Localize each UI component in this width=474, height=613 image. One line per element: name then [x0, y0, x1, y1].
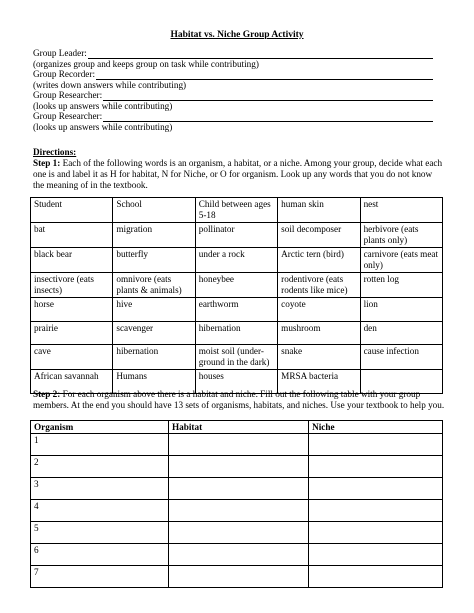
table-cell[interactable]: honeybee — [195, 273, 277, 298]
table-cell[interactable]: migration — [113, 223, 195, 248]
role-line-researcher-2[interactable] — [33, 111, 433, 122]
fill-in-line[interactable] — [88, 50, 433, 59]
organism-cell[interactable]: 2 — [31, 456, 169, 478]
role-note: (looks up answers while contributing) — [33, 121, 173, 132]
table-cell[interactable]: herbivore (eats plants only) — [360, 223, 442, 248]
role-line-leader[interactable] — [33, 48, 433, 59]
table-cell[interactable]: rodentivore (eats rodents like mice) — [278, 273, 360, 298]
table-cell[interactable]: hibernation — [195, 321, 277, 345]
table-cell[interactable]: lion — [360, 298, 442, 322]
answer-row — [31, 456, 443, 478]
table-cell[interactable]: scavenger — [113, 321, 195, 345]
table-cell[interactable]: cause infection — [360, 345, 442, 370]
table-cell[interactable]: coyote — [278, 298, 360, 322]
table-cell[interactable]: human skin — [278, 198, 360, 223]
role-line-researcher-1[interactable] — [33, 90, 433, 101]
table-cell[interactable]: pollinator — [195, 223, 277, 248]
fill-in-line[interactable] — [96, 71, 433, 80]
answer-row — [31, 522, 443, 544]
header-habitat: Habitat — [169, 421, 309, 434]
page-title: Habitat vs. Niche Group Activity — [170, 30, 304, 40]
directions-heading: Directions: — [33, 147, 77, 157]
table-cell[interactable]: moist soil (under-ground in the dark) — [195, 345, 277, 370]
role-label: Group Leader: — [33, 47, 87, 58]
header-niche: Niche — [309, 421, 443, 434]
table-cell[interactable]: Humans — [113, 370, 195, 394]
fill-in-line[interactable] — [103, 92, 433, 101]
niche-cell[interactable] — [309, 500, 443, 522]
table-cell[interactable]: horse — [31, 298, 113, 322]
answer-row — [31, 500, 443, 522]
niche-cell[interactable] — [309, 522, 443, 544]
answer-row — [31, 544, 443, 566]
answer-table — [30, 420, 443, 588]
niche-cell[interactable] — [309, 456, 443, 478]
answer-row — [31, 566, 443, 588]
table-cell[interactable]: MRSA bacteria — [278, 370, 360, 394]
table-row — [31, 223, 443, 248]
organism-cell[interactable]: 5 — [31, 522, 169, 544]
habitat-cell[interactable] — [169, 566, 309, 588]
step-1-text: Each of the following words is an organism, a habitat, or a niche. Among your group, decide what each one is and label it as H for habitat, N for Niche, or O for organism. Look up any words that you do not know the meaning of in the textbook. — [33, 157, 443, 190]
role-note: (looks up answers while contributing) — [33, 100, 173, 111]
niche-cell[interactable] — [309, 544, 443, 566]
table-cell[interactable]: rotten log — [360, 273, 442, 298]
word-classification-table — [30, 197, 443, 394]
table-cell[interactable]: hibernation — [113, 345, 195, 370]
table-cell[interactable]: omnivore (eats plants & animals) — [113, 273, 195, 298]
niche-cell[interactable] — [309, 566, 443, 588]
answer-row — [31, 478, 443, 500]
step-2-instructions — [33, 389, 448, 411]
organism-cell[interactable]: 4 — [31, 500, 169, 522]
table-cell[interactable]: Child between ages 5-18 — [195, 198, 277, 223]
role-label: Group Recorder: — [33, 68, 95, 79]
table-cell[interactable]: den — [360, 321, 442, 345]
habitat-cell[interactable] — [169, 456, 309, 478]
table-cell[interactable]: under a rock — [195, 248, 277, 273]
step-1-instructions — [33, 158, 443, 191]
step-2-text: For each organism above there is a habitat and niche. Fill out the following table with your group members. At the end you should have 13 sets of organisms, habitats, and niches. Use your textbook to help you. — [33, 389, 445, 410]
table-cell[interactable]: Arctic tern (bird) — [278, 248, 360, 273]
table-row — [31, 298, 443, 322]
role-note: (organizes group and keeps group on task while contributing) — [33, 58, 259, 69]
table-cell[interactable]: hive — [113, 298, 195, 322]
role-note: (writes down answers while contributing) — [33, 79, 187, 90]
group-roles — [33, 48, 433, 132]
table-row — [31, 345, 443, 370]
table-cell[interactable]: cave — [31, 345, 113, 370]
directions-section — [33, 147, 443, 191]
habitat-cell[interactable] — [169, 544, 309, 566]
organism-cell[interactable]: 1 — [31, 434, 169, 456]
fill-in-line[interactable] — [103, 113, 433, 122]
habitat-cell[interactable] — [169, 478, 309, 500]
table-cell[interactable]: prairie — [31, 321, 113, 345]
organism-cell[interactable]: 6 — [31, 544, 169, 566]
table-cell[interactable]: soil decomposer — [278, 223, 360, 248]
role-line-recorder[interactable] — [33, 69, 433, 80]
habitat-cell[interactable] — [169, 500, 309, 522]
table-cell[interactable]: mushroom — [278, 321, 360, 345]
table-cell[interactable]: earthworm — [195, 298, 277, 322]
table-cell[interactable]: Student — [31, 198, 113, 223]
niche-cell[interactable] — [309, 434, 443, 456]
organism-cell[interactable]: 3 — [31, 478, 169, 500]
step-2-label: Step 2: — [33, 389, 61, 399]
table-cell[interactable]: butterfly — [113, 248, 195, 273]
table-cell[interactable]: carnivore (eats meat only) — [360, 248, 442, 273]
table-cell[interactable]: insectivore (eats insects) — [31, 273, 113, 298]
header-organism: Organism — [31, 421, 169, 434]
table-row — [31, 273, 443, 298]
table-cell[interactable]: snake — [278, 345, 360, 370]
niche-cell[interactable] — [309, 478, 443, 500]
table-row — [31, 198, 443, 223]
habitat-cell[interactable] — [169, 522, 309, 544]
table-row — [31, 248, 443, 273]
table-cell[interactable]: houses — [195, 370, 277, 394]
step-1-label: Step 1: — [33, 157, 61, 168]
table-cell[interactable]: African savannah — [31, 370, 113, 394]
answer-table-header — [31, 421, 443, 434]
table-cell[interactable]: nest — [360, 198, 442, 223]
table-row — [31, 321, 443, 345]
organism-cell[interactable]: 7 — [31, 566, 169, 588]
table-cell[interactable]: black bear — [31, 248, 113, 273]
habitat-cell[interactable] — [169, 434, 309, 456]
table-cell[interactable]: bat — [31, 223, 113, 248]
answer-row — [31, 434, 443, 456]
role-label: Group Researcher: — [33, 110, 103, 121]
table-cell[interactable]: School — [113, 198, 195, 223]
role-label: Group Researcher: — [33, 89, 103, 100]
